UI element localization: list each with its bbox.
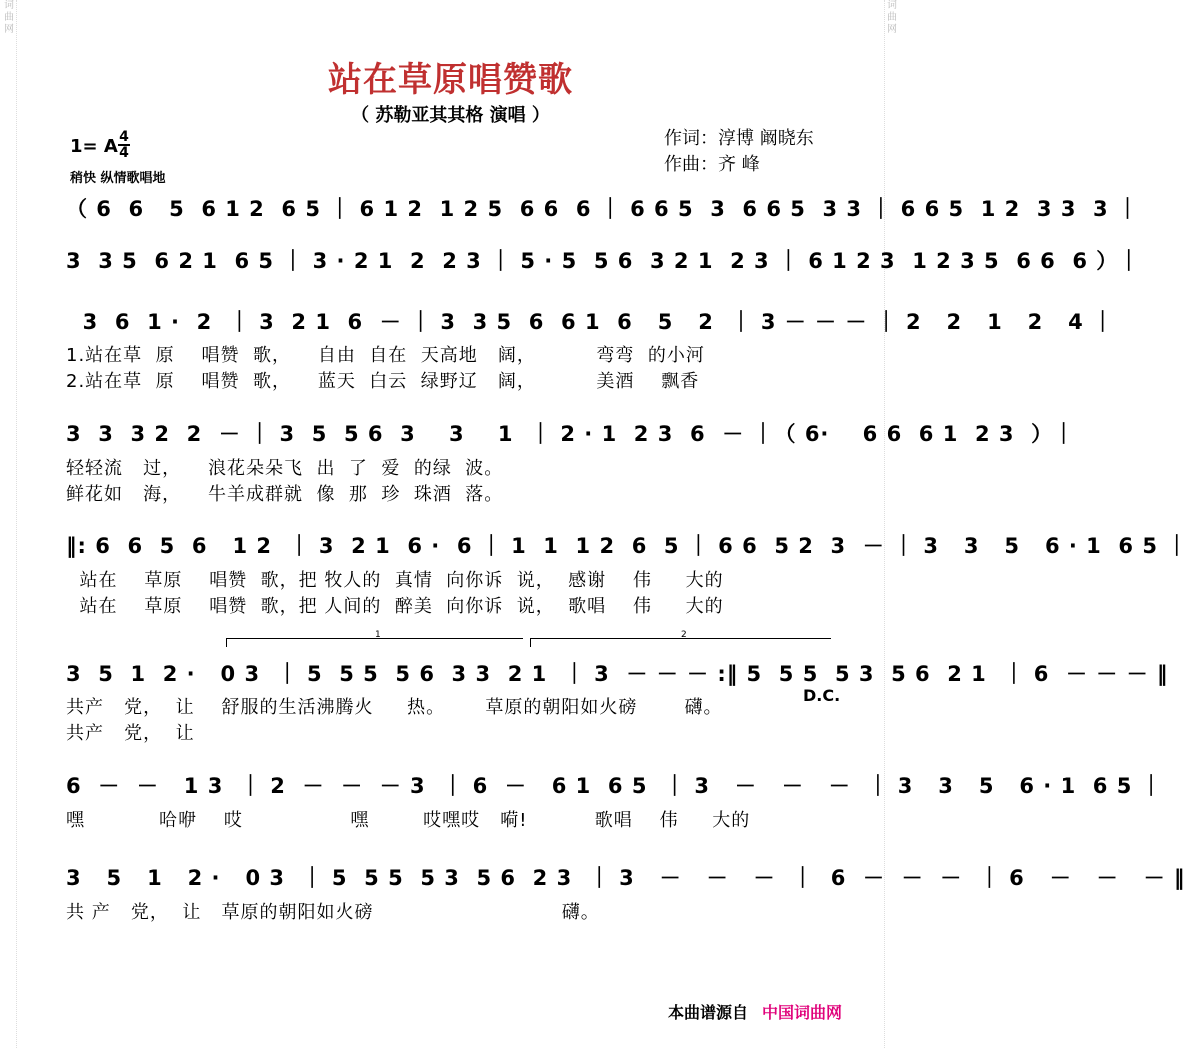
time-signature: [118, 130, 130, 160]
time-top: 4: [119, 129, 129, 145]
da-capo-mark: D.C.: [803, 686, 841, 705]
watermark-text: 词曲网: [887, 0, 897, 35]
watermark-text: 词曲网: [4, 0, 14, 35]
staff-line-7: 6 － － 1 3 ｜ 2 － － － 3 ｜ 6 － 6 1 6 5 ｜ 3 － － － ｜ 3 3 5 6 · 1 6 5 ｜: [66, 774, 1163, 798]
lyricist-credit: 作词：淳博 阚晓东: [664, 128, 814, 149]
time-bottom: 4: [119, 145, 129, 161]
performer-line: （ 苏勒亚其其格 演唱 ）: [351, 105, 550, 126]
lyric-line: 共产 党， 让: [66, 723, 195, 744]
staff-line-4: 3 3 3 2 2 － ｜ 3 5 5 6 3 3 1 ｜ 2 · 1 2 3 6 － ｜（ 6· 6 6 6 1 2 3 ）｜: [66, 422, 1076, 446]
source-footer: [668, 1000, 842, 1023]
volta-number: 2: [681, 630, 687, 640]
staff-line-1: （ 6 6 5 6 1 2 6 5 ｜ 6 1 2 1 2 5 6 6 6 ｜ 6 6 5 3 6 6 5 3 3 ｜ 6 6 5 1 2 3 3 3 ｜: [66, 197, 1139, 221]
lyric-line: 1.站在草 原 唱赞 歌， 自由 自在 天高地 阔， 弯弯 的小河: [66, 345, 705, 366]
volta-number: 1: [375, 630, 381, 640]
lyric-line: 轻轻流 过， 浪花朵朵飞 出 了 爱 的绿 波。: [66, 458, 504, 479]
staff-line-3: 3 6 1 · 2 ｜ 3 2 1 6 － ｜ 3 3 5 6 6 1 6 5 2 ｜ 3 － － － ｜ 2 2 1 2 4 ｜: [66, 310, 1115, 334]
footer-brand-link[interactable]: 中国词曲网: [762, 1003, 843, 1022]
volta-bracket-2: [530, 630, 831, 647]
lyric-line: 鲜花如 海， 牛羊成群就 像 那 珍 珠酒 落。: [66, 484, 504, 505]
staff-line-6: 3 5 1 2 · 0 3 ｜ 5 5 5 5 6 3 3 2 1 ｜ 3 － － － :‖ 5 5 5 5 3 5 6 2 1 ｜ 6 － － － ‖: [66, 662, 1169, 686]
lyric-line: 2.站在草 原 唱赞 歌， 蓝天 白云 绿野辽 阔， 美酒 飘香: [66, 371, 700, 392]
composer-credit: 作曲：齐 峰: [664, 154, 760, 175]
staff-line-2: 3 3 5 6 2 1 6 5 ｜ 3 · 2 1 2 2 3 ｜ 5 · 5 5 6 3 2 1 2 3 ｜ 6 1 2 3 1 2 3 5 6 6 6 ）｜: [66, 249, 1141, 273]
key-signature: 1= A: [70, 136, 118, 157]
watermark-strip-right: [884, 0, 899, 1048]
lyric-line: 共产 党， 让 舒服的生活沸腾火 热。 草原的朝阳如火磅 礴。: [66, 697, 723, 718]
footer-source-text: 本曲谱源自: [668, 1003, 749, 1022]
lyric-line: 共 产 党， 让 草原的朝阳如火磅 礴。: [66, 902, 600, 923]
staff-line-5: ‖: 6 6 5 6 1 2 ｜ 3 2 1 6 · 6 ｜ 1 1 1 2 6 5 ｜ 6 6 5 2 3 － ｜ 3 3 5 6 · 1 6 5 ｜: [66, 534, 1188, 558]
song-title: 站在草原唱赞歌: [328, 60, 573, 100]
lyric-line: 站在 草原 唱赞 歌，把 人间的 醉美 向你诉 说， 歌唱 伟 大的: [66, 596, 724, 617]
watermark-strip-left: [2, 0, 17, 1048]
lyric-line: 站在 草原 唱赞 歌，把 牧人的 真情 向你诉 说， 感谢 伟 大的: [66, 570, 724, 591]
volta-bracket-1: [226, 630, 523, 647]
staff-line-8: 3 5 1 2 · 0 3 ｜ 5 5 5 5 3 5 6 2 3 ｜ 3 － － － ｜ 6 － － － ｜ 6 － － － ‖: [66, 866, 1186, 890]
tempo-marking: 稍快 纵情歌唱地: [70, 171, 166, 186]
lyric-line: 嘿 哈咿 哎 嘿 哎嘿哎 嗬! 歌唱 伟 大的: [66, 810, 751, 831]
